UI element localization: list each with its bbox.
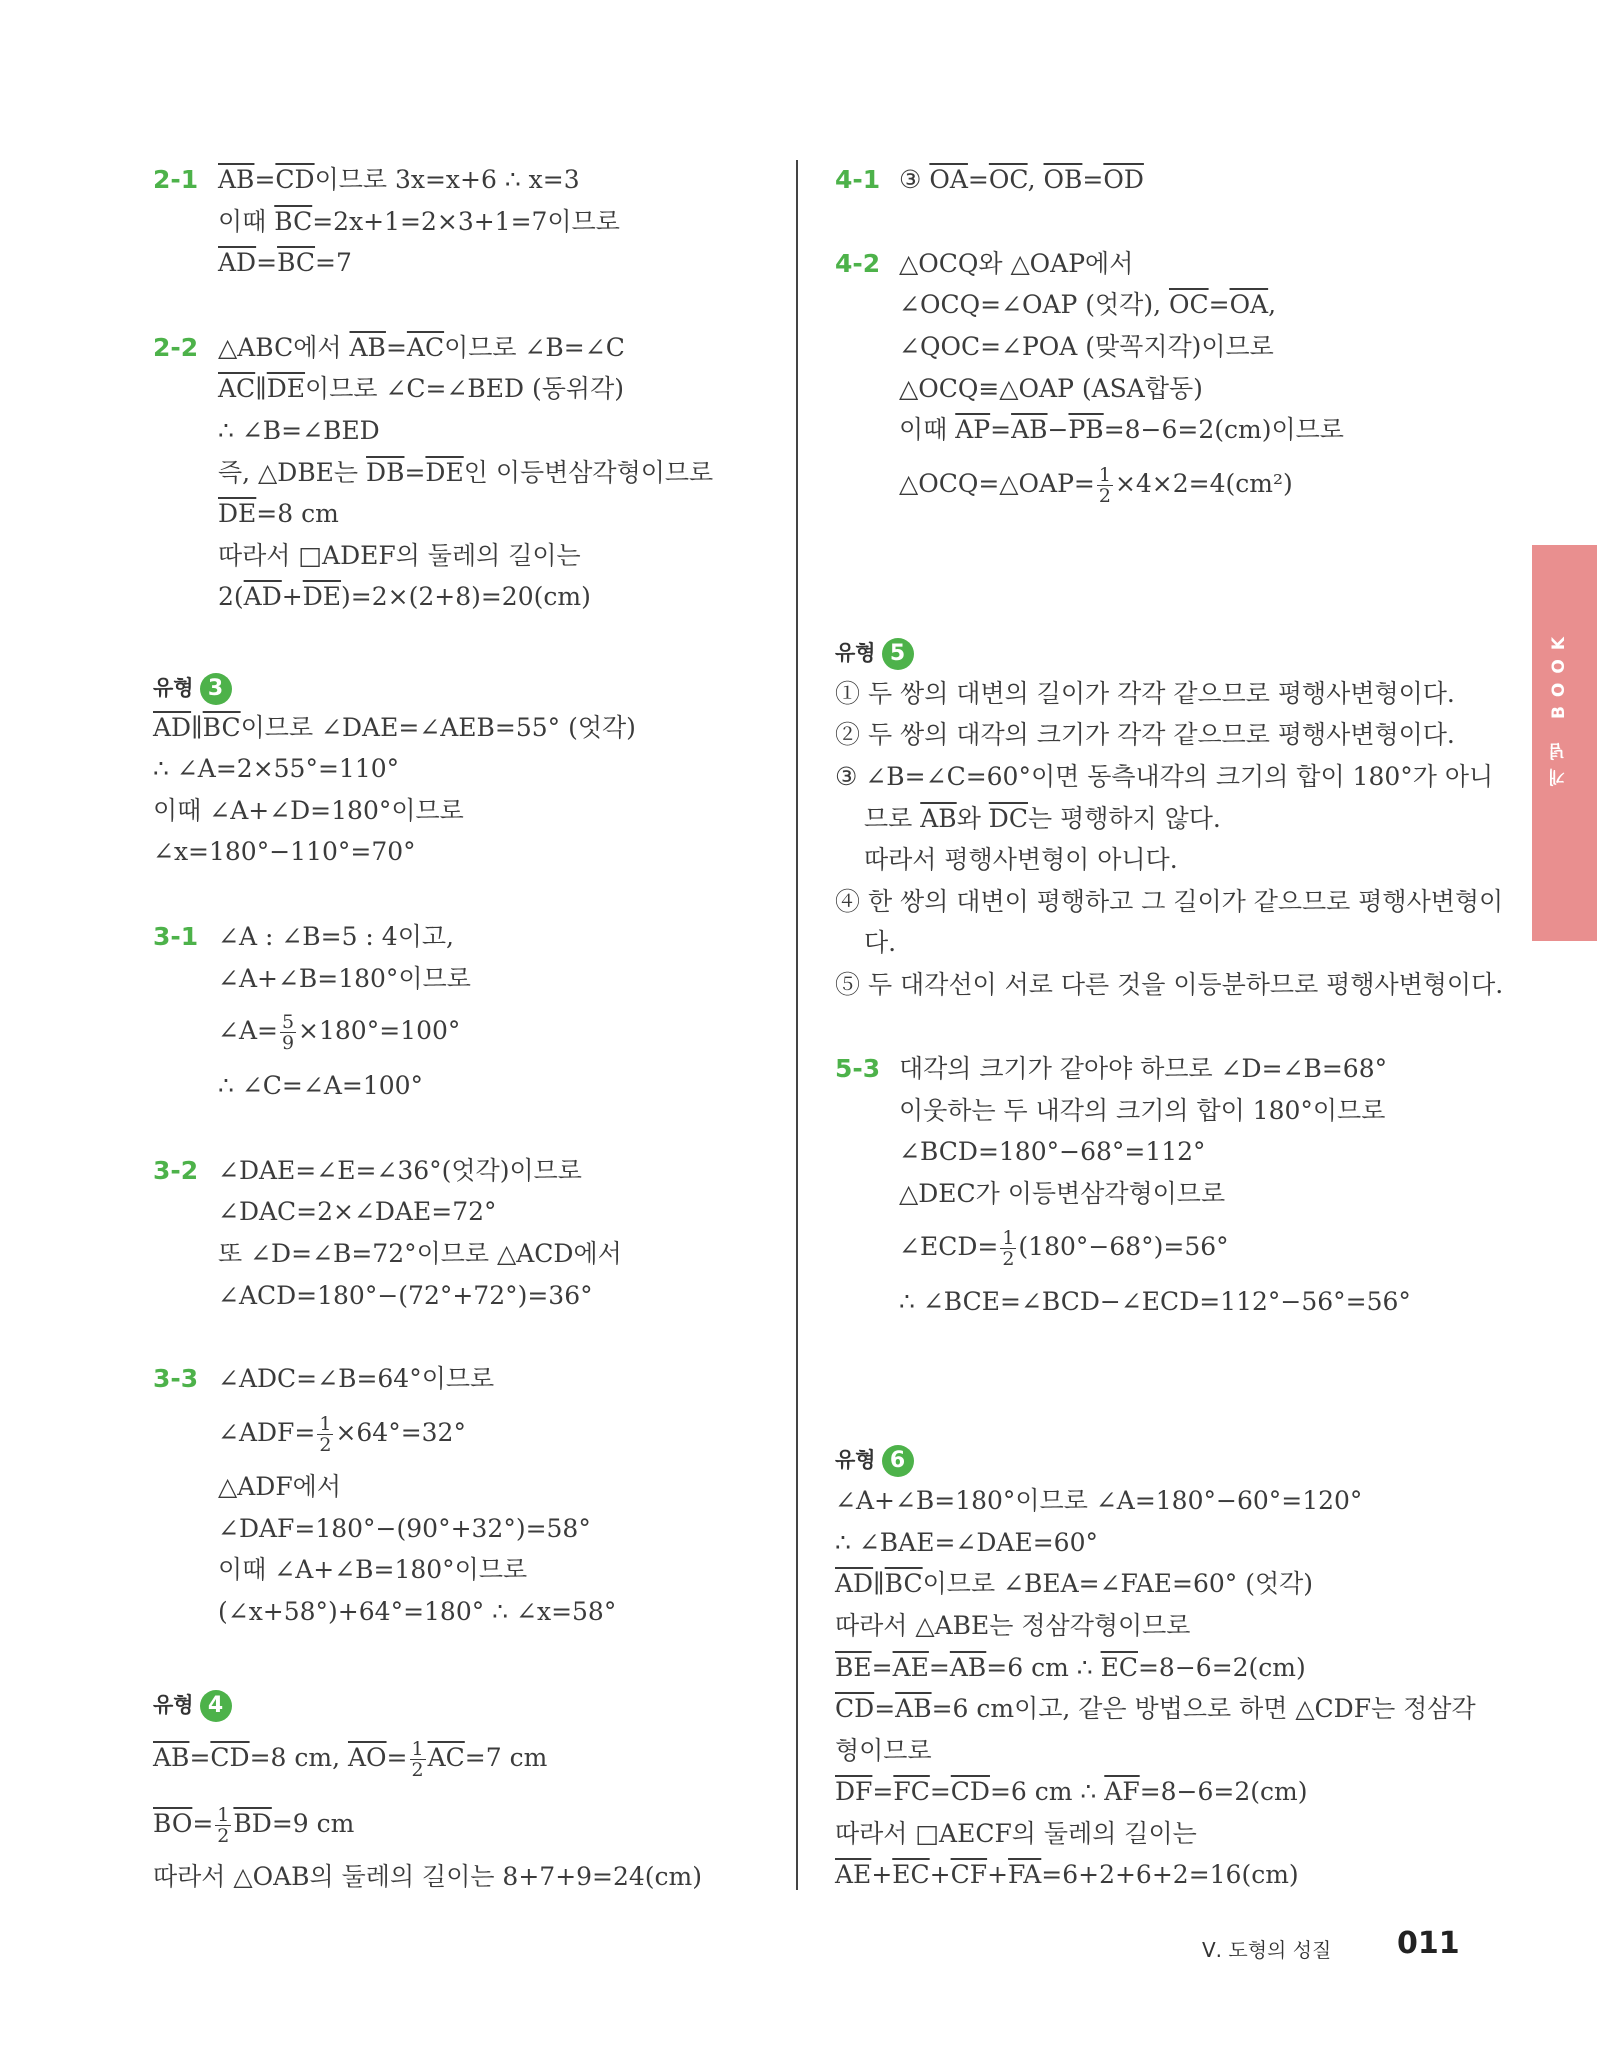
solution-line: $\overline{AC}\parallel\overline{DE}$이므로 ∠C=∠BED (동위각)	[218, 374, 624, 403]
fraction: $\frac{1}{2}$	[1002, 1227, 1015, 1270]
solution-line: ∠BCD=180°−68°=112°	[899, 1137, 1206, 1166]
problem-label: 4-1	[835, 165, 881, 194]
section-number-badge: 6	[882, 1445, 914, 1477]
section-heading: 유형 6	[835, 1443, 914, 1477]
solution-line: 또 ∠D=∠B=72°이므로 △ACD에서	[218, 1239, 622, 1268]
solution-line: ∴ ∠C=∠A=100°	[218, 1071, 424, 1100]
solution-line: ∴ ∠A=2×55°=110°	[153, 754, 400, 783]
fraction: $\frac{1}{2}$	[1098, 464, 1111, 507]
solution-line: ∠ADF= $\frac{1}{2}$ ×64°=32°	[218, 1413, 466, 1456]
solution-line: 따라서 평행사변형이 아니다.	[864, 845, 1178, 874]
solution-line: $\overline{BO}=$ $\frac{1}{2}$ $\overline{BD}=9$ cm	[153, 1804, 355, 1847]
problem-label: 5-3	[835, 1054, 881, 1083]
solution-line: 다.	[864, 928, 897, 957]
solution-line: ∠DAF=180°−(90°+32°)=58°	[218, 1514, 591, 1543]
problem-label: 3-2	[153, 1156, 199, 1185]
solution-line: $\overline{CD}=\overline{AB}=6$ cm이고, 같은 방법으로 하면 △CDF는 정삼각	[835, 1694, 1476, 1723]
section-heading: 유형 5	[835, 636, 914, 670]
solution-line: ∠DAE=∠E=∠36°(엇각)이므로	[218, 1156, 582, 1185]
solution-line: ∠OCQ=∠OAP (엇각), $\overline{OC}=\overline{OA}$,	[899, 290, 1277, 319]
solution-line: $\overline{AD}=\overline{BC}=7$	[218, 248, 352, 277]
solution-line: ∠A= $\frac{5}{9}$ ×180°=100°	[218, 1011, 461, 1054]
solution-line: ∠ECD= $\frac{1}{2}$ (180°−68°)=56°	[899, 1227, 1229, 1270]
side-tab-label: 개념 BOOK	[1549, 628, 1569, 786]
solution-line: 형이므로	[835, 1736, 932, 1765]
solution-line: ∴ ∠BCE=∠BCD−∠ECD=112°−56°=56°	[899, 1287, 1411, 1316]
solution-line: 이때 ∠A+∠D=180°이므로	[153, 796, 464, 825]
solution-line: △OCQ와 △OAP에서	[899, 249, 1134, 278]
solution-line: ∠x=180°−110°=70°	[153, 837, 416, 866]
solution-line: 대각의 크기가 같아야 하므로 ∠D=∠B=68°	[899, 1054, 1388, 1083]
solution-line: $\overline{BE}=\overline{AE}=\overline{AB}=6$ cm ∴ $\overline{EC}=8-6=2(cm)$	[835, 1653, 1306, 1682]
fraction: $\frac{1}{2}$	[319, 1413, 332, 1456]
solution-line: 이때 ∠A+∠B=180°이므로	[218, 1555, 528, 1584]
solution-line: ∴ ∠BAE=∠DAE=60°	[835, 1528, 1098, 1557]
fraction: $\frac{1}{2}$	[411, 1738, 424, 1781]
problem-label: 3-3	[153, 1364, 199, 1393]
solution-line: (∠x+58°)+64°=180° ∴ ∠x=58°	[218, 1597, 617, 1626]
solution-line: 이때 $\overline{BC}=2x+1=2\times 3+1=7$이므로	[218, 207, 620, 236]
solution-line: ∴ ∠B=∠BED	[218, 416, 380, 445]
page-number: 011	[1397, 1926, 1460, 1961]
solution-line: 따라서 □AECF의 둘레의 길이는	[835, 1819, 1197, 1848]
problem-label: 3-1	[153, 922, 199, 951]
solution-line: 따라서 △OAB의 둘레의 길이는 8+7+9=24(cm)	[153, 1862, 703, 1891]
solution-line: ③ $\overline{OA}=\overline{OC}$, $\overline{OB}=\overline{OD}$	[899, 165, 1144, 194]
solution-line: △ABC에서 $\overline{AB}=\overline{AC}$이므로 ∠B=∠C	[218, 333, 625, 362]
solution-line: △ADF에서	[218, 1472, 341, 1501]
solution-line: 따라서 △ABE는 정삼각형이므로	[835, 1611, 1191, 1640]
solution-line: ④ 한 쌍의 대변이 평행하고 그 길이가 같으므로 평행사변형이	[835, 887, 1504, 916]
footer-section-title: Ⅴ. 도형의 성질	[1202, 1938, 1332, 1962]
solution-line: 이웃하는 두 내각의 크기의 합이 180°이므로	[899, 1096, 1386, 1125]
solution-line: ∠ADC=∠B=64°이므로	[218, 1364, 495, 1393]
solution-line: $\overline{DF}=\overline{FC}=\overline{CD}=6$ cm ∴ $\overline{AF}=8-6=2(cm)$	[835, 1777, 1308, 1806]
section-number-badge: 4	[200, 1690, 232, 1722]
problem-label: 2-2	[153, 333, 199, 362]
solution-line: $\overline{AD}\parallel\overline{BC}$이므로 ∠DAE=∠AEB=55° (엇각)	[153, 713, 636, 742]
solution-line: ∠QOC=∠POA (맞꼭지각)이므로	[899, 332, 1274, 361]
solution-line: 따라서 □ADEF의 둘레의 길이는	[218, 541, 581, 570]
problem-label: 2-1	[153, 165, 199, 194]
solution-line: $\overline{DE}=8$ cm	[218, 499, 339, 528]
solution-line: △DEC가 이등변삼각형이므로	[899, 1179, 1226, 1208]
section-heading: 유형 4	[153, 1688, 232, 1722]
section-number-badge: 3	[200, 673, 232, 705]
solution-line: ① 두 쌍의 대변의 길이가 각각 같으므로 평행사변형이다.	[835, 679, 1455, 708]
section-number-badge: 5	[882, 638, 914, 670]
solution-line: ② 두 쌍의 대각의 크기가 각각 같으므로 평행사변형이다.	[835, 720, 1455, 749]
solution-line: ⑤ 두 대각선이 서로 다른 것을 이등분하므로 평행사변형이다.	[835, 970, 1504, 999]
solution-line: △OCQ=△OAP= $\frac{1}{2}$ ×4×2=4(cm²)	[899, 464, 1293, 507]
solution-line: ∠A+∠B=180°이므로 ∠A=180°−60°=120°	[835, 1486, 1363, 1515]
problem-label: 4-2	[835, 249, 881, 278]
solution-line: $\overline{AD}\parallel\overline{BC}$이므로 ∠BEA=∠FAE=60° (엇각)	[835, 1569, 1314, 1598]
solution-line: 이때 $\overline{AP}=\overline{AB}-\overline{PB}=8-6=2(cm)$이므로	[899, 415, 1344, 444]
section-heading: 유형 3	[153, 671, 232, 705]
solution-line: $\overline{AB}=\overline{CD}=8$ cm, $\overline{AO}=$ $\frac{1}{2}$ $\overline{AC}=7$ cm	[153, 1738, 548, 1781]
solution-line: 즉, △DBE는 $\overline{DB}=\overline{DE}$인 이등변삼각형이므로	[218, 458, 714, 487]
solution-line: ∠DAC=2×∠DAE=72°	[218, 1197, 497, 1226]
fraction: $\frac{1}{2}$	[217, 1804, 230, 1847]
solution-line: △OCQ≡△OAP (ASA합동)	[899, 374, 1203, 403]
solution-line: ∠A+∠B=180°이므로	[218, 964, 471, 993]
solution-line: ∠A : ∠B=5 : 4이고,	[218, 922, 454, 951]
solution-line: ∠ACD=180°−(72°+72°)=36°	[218, 1281, 593, 1310]
fraction: $\frac{5}{9}$	[281, 1011, 295, 1054]
solution-line: ③ ∠B=∠C=60°이면 동측내각의 크기의 합이 180°가 아니	[835, 762, 1494, 791]
solution-line: $\overline{AE}+\overline{EC}+\overline{CF}+\overline{FA}=6+2+6+2=16(cm)$	[835, 1860, 1299, 1889]
column-divider	[796, 160, 798, 1890]
solution-line: $2(\overline{AD}+\overline{DE})=2\times(2+8)=20(cm)$	[218, 582, 591, 611]
solution-line: 므로 $\overline{AB}$와 $\overline{DC}$는 평행하지 않다.	[864, 804, 1221, 833]
solution-line: $\overline{AB}=\overline{CD}$이므로 3x=x+6 ∴ x=3	[218, 165, 580, 194]
